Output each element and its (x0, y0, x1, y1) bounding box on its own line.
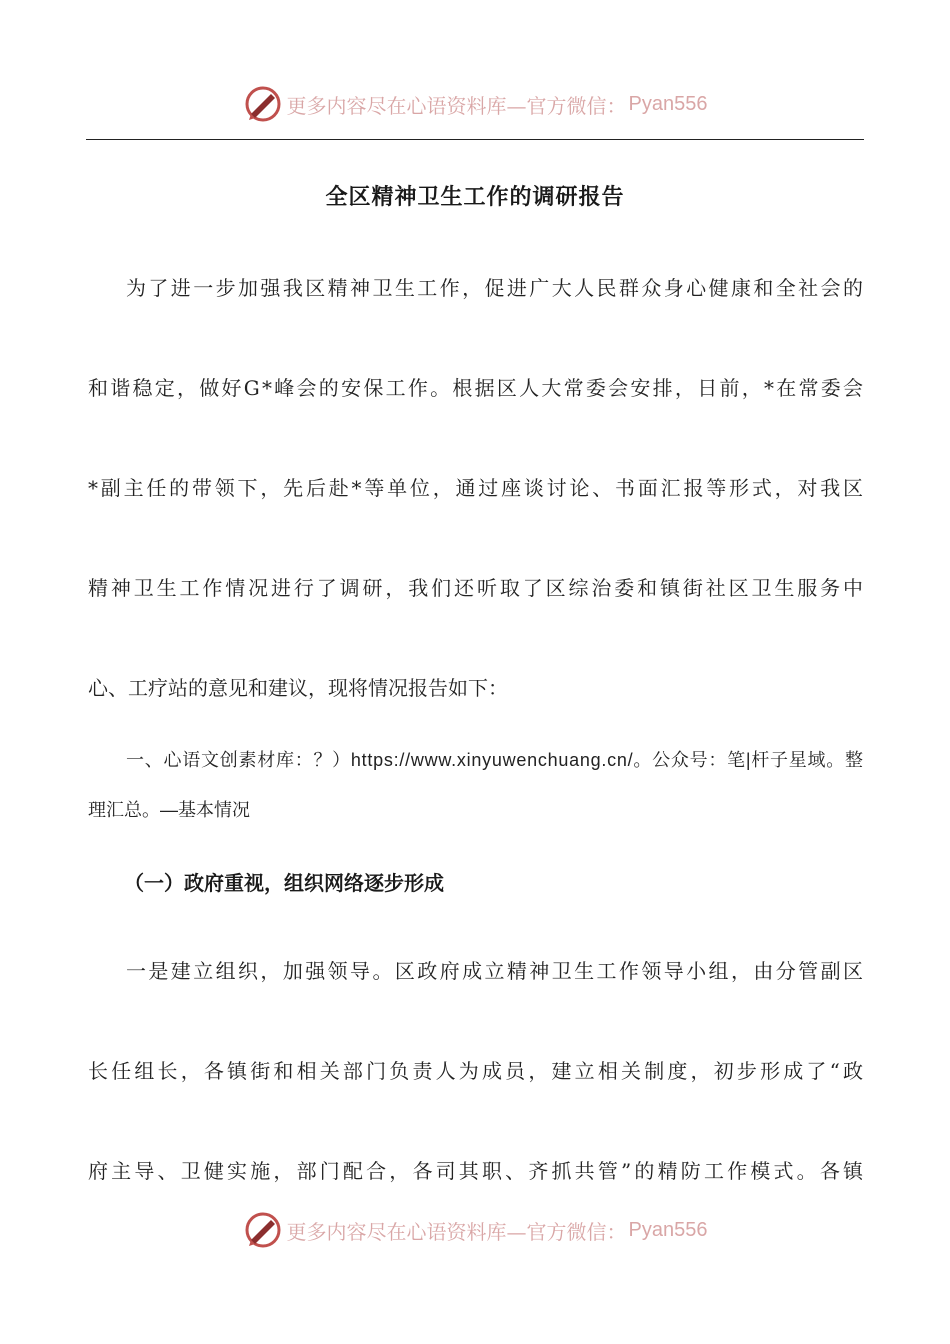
section-heading-line: 理汇总。—基本情况 (88, 800, 250, 820)
subheading: （一）政府重视，组织网络逐步形成 (124, 871, 444, 895)
paragraph-line: 心、工疗站的意见和建议，现将情况报告如下： (88, 676, 508, 700)
watermark-text: 更多内容尽在心语资料库—官方微信： (286, 1219, 627, 1244)
paragraph-line: 府主导、卫健实施，部门配合，各司其职、齐抓共管”的精防工作模式。各镇 (88, 1159, 867, 1183)
paragraph-line: 一是建立组织，加强领导。区政府成立精神卫生工作领导小组，由分管副区 (126, 959, 866, 983)
pen-logo-icon (243, 1210, 283, 1250)
page-title: 全区精神卫生工作的调研报告 (325, 184, 625, 210)
footer-watermark (0, 1208, 950, 1252)
watermark-id: Pyan556 (628, 92, 708, 115)
paragraph-line: 为了进一步加强我区精神卫生工作，促进广大人民群众身心健康和全社会的 (126, 276, 866, 300)
paragraph-line: *副主任的带领下，先后赴*等单位，通过座谈讨论、书面汇报等形式，对我区 (88, 476, 866, 500)
header-watermark (0, 82, 950, 126)
pen-logo-icon (243, 84, 283, 124)
paragraph-line: 长任组长，各镇街和相关部门负责人为成员，建立相关制度，初步形成了“政 (88, 1059, 867, 1083)
paragraph-line: 精神卫生工作情况进行了调研，我们还听取了区综治委和镇街社区卫生服务中 (88, 576, 866, 600)
section-heading-line: 一、心语文创素材库：？）https://www.xinyuwenchuang.cn/。公众号：笔|杆子星域。整 (126, 750, 864, 770)
watermark-text: 更多内容尽在心语资料库—官方微信： (286, 93, 627, 118)
watermark-id: Pyan556 (628, 1218, 708, 1241)
header-divider (86, 139, 864, 140)
paragraph-line: 和谐稳定，做好G*峰会的安保工作。根据区人大常委会安排，日前，*在常委会 (88, 376, 866, 400)
